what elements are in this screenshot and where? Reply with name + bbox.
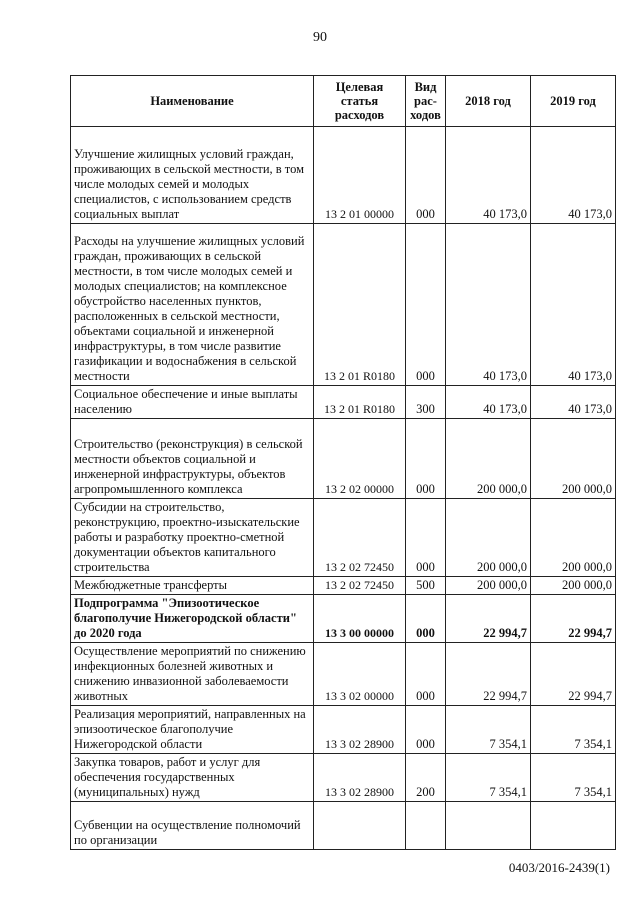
cell-target-code: 13 2 01 00000 [314,127,406,224]
page-number: 90 [313,30,327,45]
cell-name: Улучшение жилищных условий граждан, проживающих в сельской местности, в том числе молодых семей и молодых специалистов, с использованием средств социальных выплат [71,127,314,224]
table-row [71,643,616,706]
cell-target-code [314,802,406,850]
table-row [71,802,616,850]
cell-name: Осуществление мероприятий по снижению инфекционных болезней животных и снижению инвазионной заболеваемости животных [71,643,314,706]
cell-amount-2019: 200 000,0 [531,499,616,577]
cell-target-code: 13 3 02 28900 [314,754,406,802]
cell-expense-kind: 000 [406,419,446,499]
cell-amount-2019: 200 000,0 [531,577,616,595]
cell-amount-2018: 7 354,1 [446,754,531,802]
cell-amount-2018: 200 000,0 [446,419,531,499]
cell-amount-2018: 200 000,0 [446,577,531,595]
cell-expense-kind: 000 [406,595,446,643]
cell-name: Реализация мероприятий, направленных на эпизоотическое благополучие Нижегородской области [71,706,314,754]
table-row [71,224,616,386]
table-header-row [71,76,616,127]
cell-amount-2019: 22 994,7 [531,595,616,643]
cell-name: Социальное обеспечение и иные выплаты населению [71,386,314,419]
budget-table [70,75,616,850]
cell-amount-2019: 40 173,0 [531,127,616,224]
cell-amount-2019: 40 173,0 [531,386,616,419]
footer-code: 0403/2016-2439(1) [508,860,610,875]
cell-amount-2018: 200 000,0 [446,499,531,577]
cell-amount-2019: 22 994,7 [531,643,616,706]
table-row [71,419,616,499]
cell-name: Межбюджетные трансферты [71,577,314,595]
cell-amount-2018: 7 354,1 [446,706,531,754]
cell-target-code: 13 3 02 00000 [314,643,406,706]
cell-amount-2019: 40 173,0 [531,224,616,386]
cell-target-code: 13 2 02 00000 [314,419,406,499]
cell-expense-kind: 000 [406,127,446,224]
cell-target-code: 13 3 02 28900 [314,706,406,754]
table-row [71,754,616,802]
table-body [71,127,616,850]
cell-amount-2019 [531,802,616,850]
cell-name: Подпрограмма "Эпизоотическое благополучие Нижегородской области" до 2020 года [71,595,314,643]
cell-target-code: 13 3 00 00000 [314,595,406,643]
table-row [71,595,616,643]
cell-expense-kind: 000 [406,643,446,706]
header-2019: 2019 год [531,76,616,127]
table-row [71,706,616,754]
table-row [71,386,616,419]
cell-amount-2019: 200 000,0 [531,419,616,499]
cell-target-code: 13 2 02 72450 [314,577,406,595]
cell-name: Закупка товаров, работ и услуг для обеспечения государственных (муниципальных) нужд [71,754,314,802]
cell-expense-kind: 000 [406,499,446,577]
table-row [71,499,616,577]
table-row [71,127,616,224]
table-row [71,577,616,595]
cell-expense-kind: 300 [406,386,446,419]
cell-expense-kind: 000 [406,706,446,754]
cell-name: Расходы на улучшение жилищных условий граждан, проживающих в сельской местности, в том числе молодых семей и молодых специалистов; на комплексное обустройство населенных пунктов, расположенных в сельской местности, объектами социальной и инженерной инфраструктуры, в том числе развитие газификации и водоснабжения в сельской местности [71,224,314,386]
cell-amount-2018: 22 994,7 [446,643,531,706]
cell-expense-kind: 500 [406,577,446,595]
cell-amount-2018: 40 173,0 [446,127,531,224]
cell-target-code: 13 2 01 R0180 [314,386,406,419]
cell-amount-2018: 40 173,0 [446,224,531,386]
cell-name: Строительство (реконструкция) в сельской местности объектов социальной и инженерной инфраструктуры, объектов агропромышленного комплекса [71,419,314,499]
header-target: Целевая статья расходов [314,76,406,127]
cell-amount-2019: 7 354,1 [531,706,616,754]
cell-expense-kind: 000 [406,224,446,386]
cell-expense-kind: 200 [406,754,446,802]
cell-amount-2019: 7 354,1 [531,754,616,802]
cell-amount-2018: 40 173,0 [446,386,531,419]
cell-target-code: 13 2 01 R0180 [314,224,406,386]
cell-name: Субвенции на осуществление полномочий по организации [71,802,314,850]
header-name: Наименование [71,76,314,127]
cell-name: Субсидии на строительство, реконструкцию, проектно-изыскательские работы и разработку проектно-сметной документации объектов капитального строительства [71,499,314,577]
cell-amount-2018 [446,802,531,850]
cell-amount-2018: 22 994,7 [446,595,531,643]
header-2018: 2018 год [446,76,531,127]
cell-expense-kind [406,802,446,850]
header-kind: Вид рас- ходов [406,76,446,127]
cell-target-code: 13 2 02 72450 [314,499,406,577]
